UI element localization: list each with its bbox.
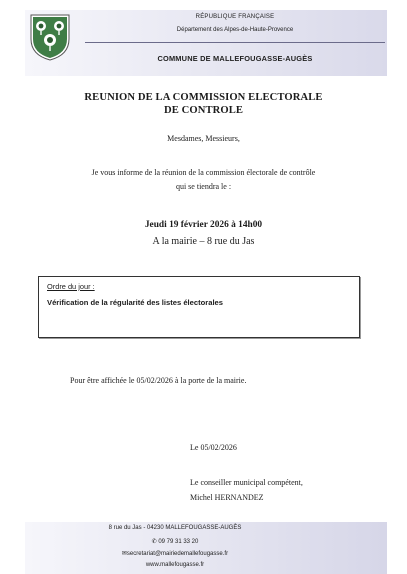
signature-name: Michel HERNANDEZ bbox=[190, 493, 264, 502]
footer-band bbox=[25, 522, 387, 574]
signature-role: Le conseiller municipal compétent, bbox=[190, 478, 303, 487]
inform-line-1: Je vous informe de la réunion de la commission électorale de contrôle bbox=[91, 168, 316, 177]
posting-notice: Pour être affichée le 05/02/2026 à la porte de la mairie. bbox=[70, 376, 247, 385]
agenda-box bbox=[38, 276, 360, 338]
signature-date: Le 05/02/2026 bbox=[190, 443, 237, 452]
footer-email: ✉secretariat@mairiedemallefougasse.fr bbox=[121, 551, 229, 557]
agenda-label: Ordre du jour : bbox=[47, 282, 95, 291]
footer-address: 8 rue du Jas - 04230 MALLEFOUGASSE-AUGÈS bbox=[108, 525, 242, 531]
coat-of-arms-trees-icon bbox=[29, 13, 71, 61]
header-divider bbox=[85, 42, 385, 43]
salutation: Mesdames, Messieurs, bbox=[167, 134, 240, 143]
footer-website: www.mallefougasse.fr bbox=[145, 562, 205, 568]
commune-heading: COMMUNE DE MALLEFOUGASSE-AUGÈS bbox=[157, 54, 313, 63]
agenda-item: Vérification de la régularité des listes électorales bbox=[47, 298, 223, 307]
document-title-line2: DE CONTROLE bbox=[163, 105, 244, 116]
letterhead-band bbox=[25, 10, 387, 76]
republic-heading: RÉPUBLIQUE FRANÇAISE bbox=[195, 14, 275, 20]
department-heading: Département des Alpes-de-Haute-Provence bbox=[176, 27, 294, 33]
meeting-place: A la mairie – 8 rue du Jas bbox=[152, 236, 255, 247]
footer-phone: ✆ 09 79 31 33 20 bbox=[151, 539, 199, 545]
meeting-date: Jeudi 19 février 2026 à 14h00 bbox=[144, 220, 263, 230]
inform-line-2: qui se tiendra le : bbox=[175, 182, 232, 191]
document-title-line1: REUNION DE LA COMMISSION ELECTORALE bbox=[84, 92, 323, 103]
